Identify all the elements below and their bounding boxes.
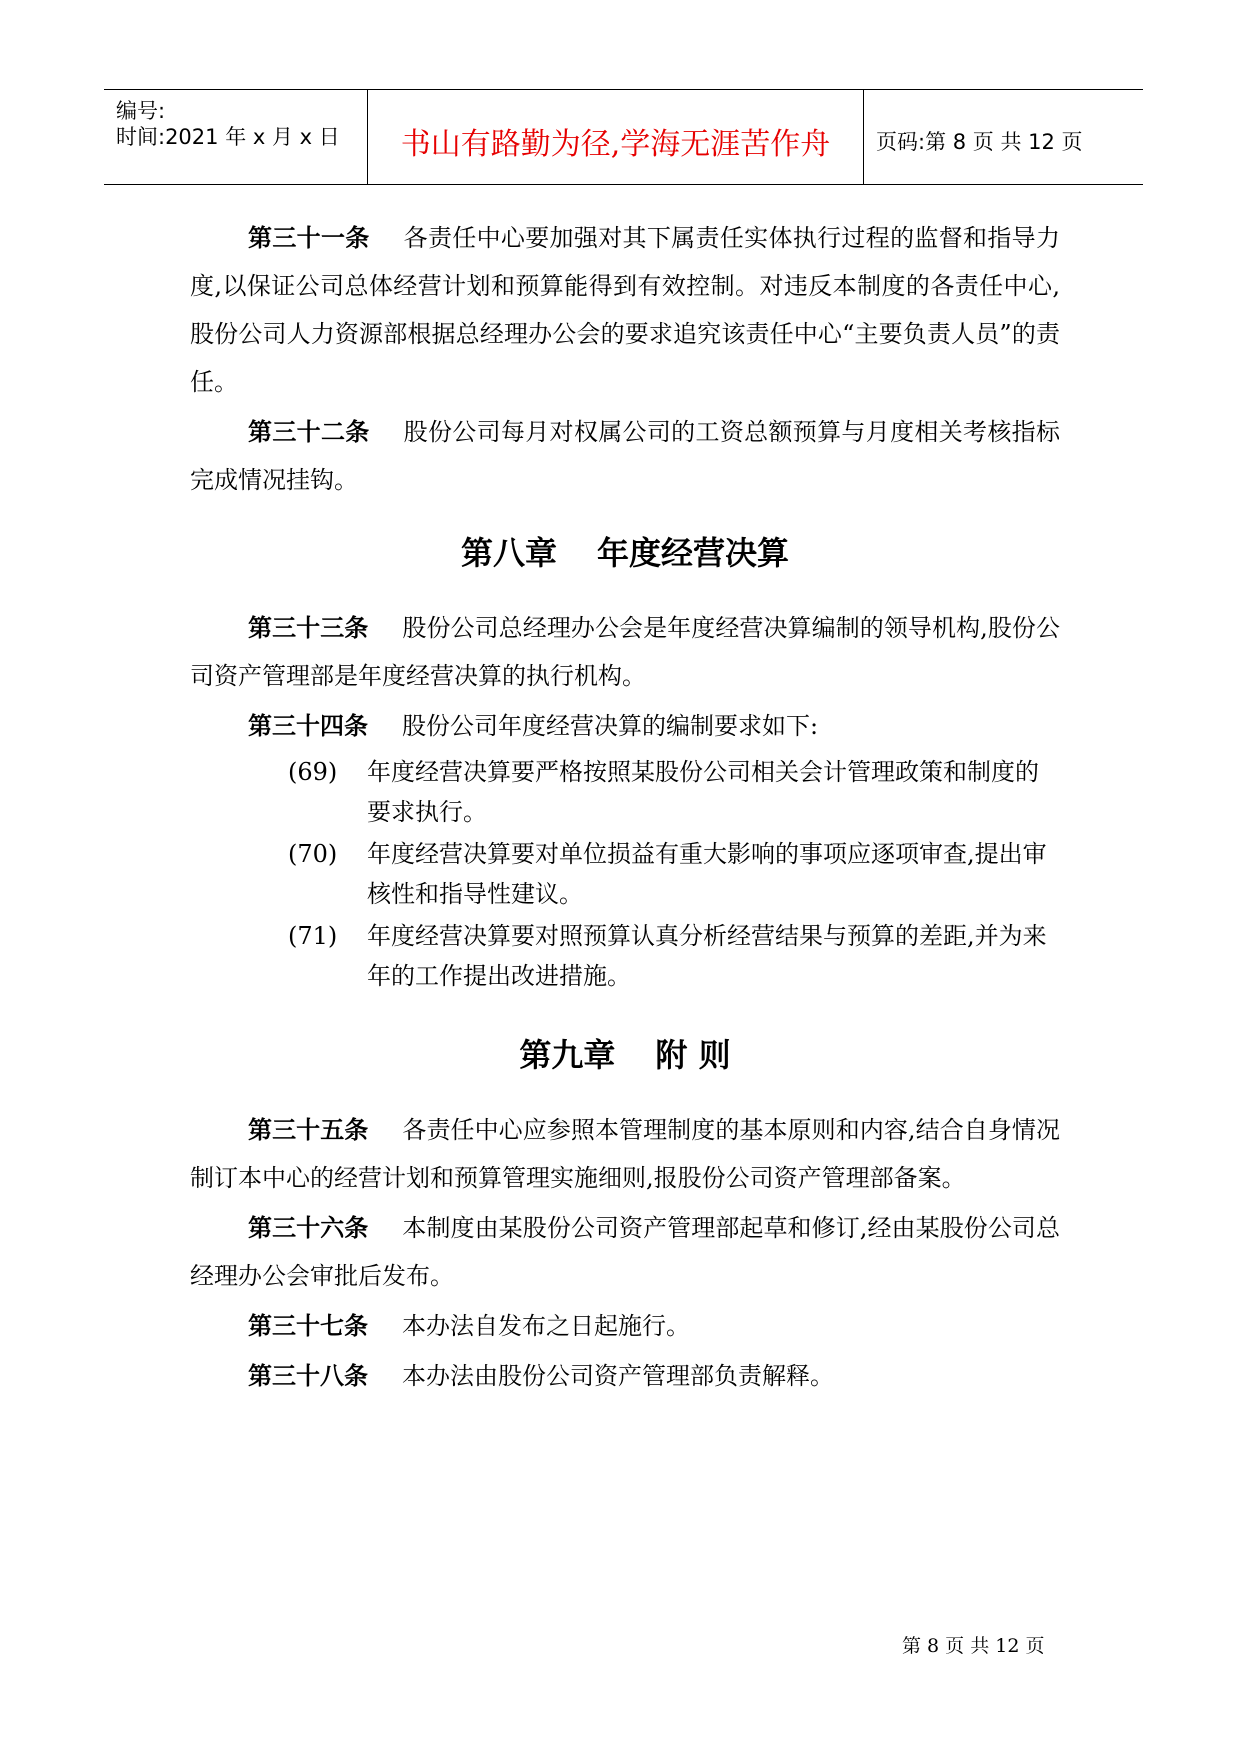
requirement-text: 年度经营决算要严格按照某股份公司相关会计管理政策和制度的要求执行。 [367, 758, 1039, 826]
header-center-cell [368, 90, 864, 184]
header-page-number: 页码:第 8 页 共 12 页 [876, 130, 1083, 154]
article-37 [190, 1302, 1060, 1350]
article-text: 各责任中心要加强对其下属责任实体执行过程的监督和指导力度,以保证公司总体经营计划和预算能得到有效控制。对违反本制度的各责任中心,股份公司人力资源部根据总经理办公会的要求追究该责任中心“主要负责人员”的责任。 [190, 224, 1061, 396]
article-32 [190, 408, 1060, 504]
article-title: 第三十四条 [248, 711, 368, 740]
requirement-item [190, 834, 1060, 914]
article-title: 第三十三条 [248, 613, 369, 642]
article-text: 股份公司每月对权属公司的工资总额预算与月度相关考核指标完成情况挂钩。 [190, 418, 1061, 494]
article-title: 第三十七条 [248, 1311, 368, 1340]
requirement-number: (71) [288, 922, 338, 950]
article-text: 本办法自发布之日起施行。 [402, 1312, 690, 1340]
article-text: 各责任中心应参照本管理制度的基本原则和内容,结合自身情况制订本中心的经营计划和预算管理实施细则,报股份公司资产管理部备案。 [190, 1116, 1060, 1192]
header-motto: 书山有路勤为径,学海无涯苦作舟 [400, 127, 831, 162]
requirement-number: (69) [288, 758, 338, 786]
document-header [104, 89, 1143, 185]
article-31 [190, 214, 1060, 406]
chapter-title: 附 则 [655, 1036, 731, 1074]
article-36 [190, 1204, 1060, 1300]
chapter-9-heading [190, 1030, 1060, 1076]
article-title: 第三十二条 [248, 417, 370, 446]
chapter-number: 第九章 [519, 1036, 616, 1074]
article-title: 第三十八条 [248, 1361, 368, 1390]
article-text: 股份公司年度经营决算的编制要求如下: [402, 712, 819, 740]
requirement-number: (70) [288, 840, 338, 868]
page-footer: 第 8 页 共 12 页 [902, 1635, 1045, 1657]
document-body [190, 214, 1060, 1402]
article-title: 第三十六条 [248, 1213, 369, 1242]
article-title: 第三十一条 [248, 223, 370, 252]
requirement-text: 年度经营决算要对单位损益有重大影响的事项应逐项审查,提出审核性和指导性建议。 [367, 840, 1047, 908]
chapter-title: 年度经营决算 [597, 534, 790, 572]
document-time-label: 时间:2021 年 x 月 x 日 [116, 125, 340, 149]
article-text: 本办法由股份公司资产管理部负责解释。 [402, 1362, 834, 1390]
document-number-label: 编号: [116, 99, 166, 123]
article-text: 股份公司总经理办公会是年度经营决算编制的领导机构,股份公司资产管理部是年度经营决算的执行机构。 [190, 614, 1060, 690]
chapter-8-heading [190, 528, 1060, 574]
article-33 [190, 604, 1060, 700]
requirement-text: 年度经营决算要对照预算认真分析经营结果与预算的差距,并为来年的工作提出改进措施。 [367, 922, 1047, 990]
article-title: 第三十五条 [248, 1115, 369, 1144]
article-text: 本制度由某股份公司资产管理部起草和修订,经由某股份公司总经理办公会审批后发布。 [190, 1214, 1060, 1290]
chapter-number: 第八章 [460, 534, 557, 572]
article-38 [190, 1352, 1060, 1400]
header-left-cell [104, 90, 368, 184]
article-34 [190, 702, 1060, 750]
header-right-cell [864, 90, 1143, 184]
requirement-item [190, 916, 1060, 996]
article-35 [190, 1106, 1060, 1202]
requirement-item [190, 752, 1060, 832]
